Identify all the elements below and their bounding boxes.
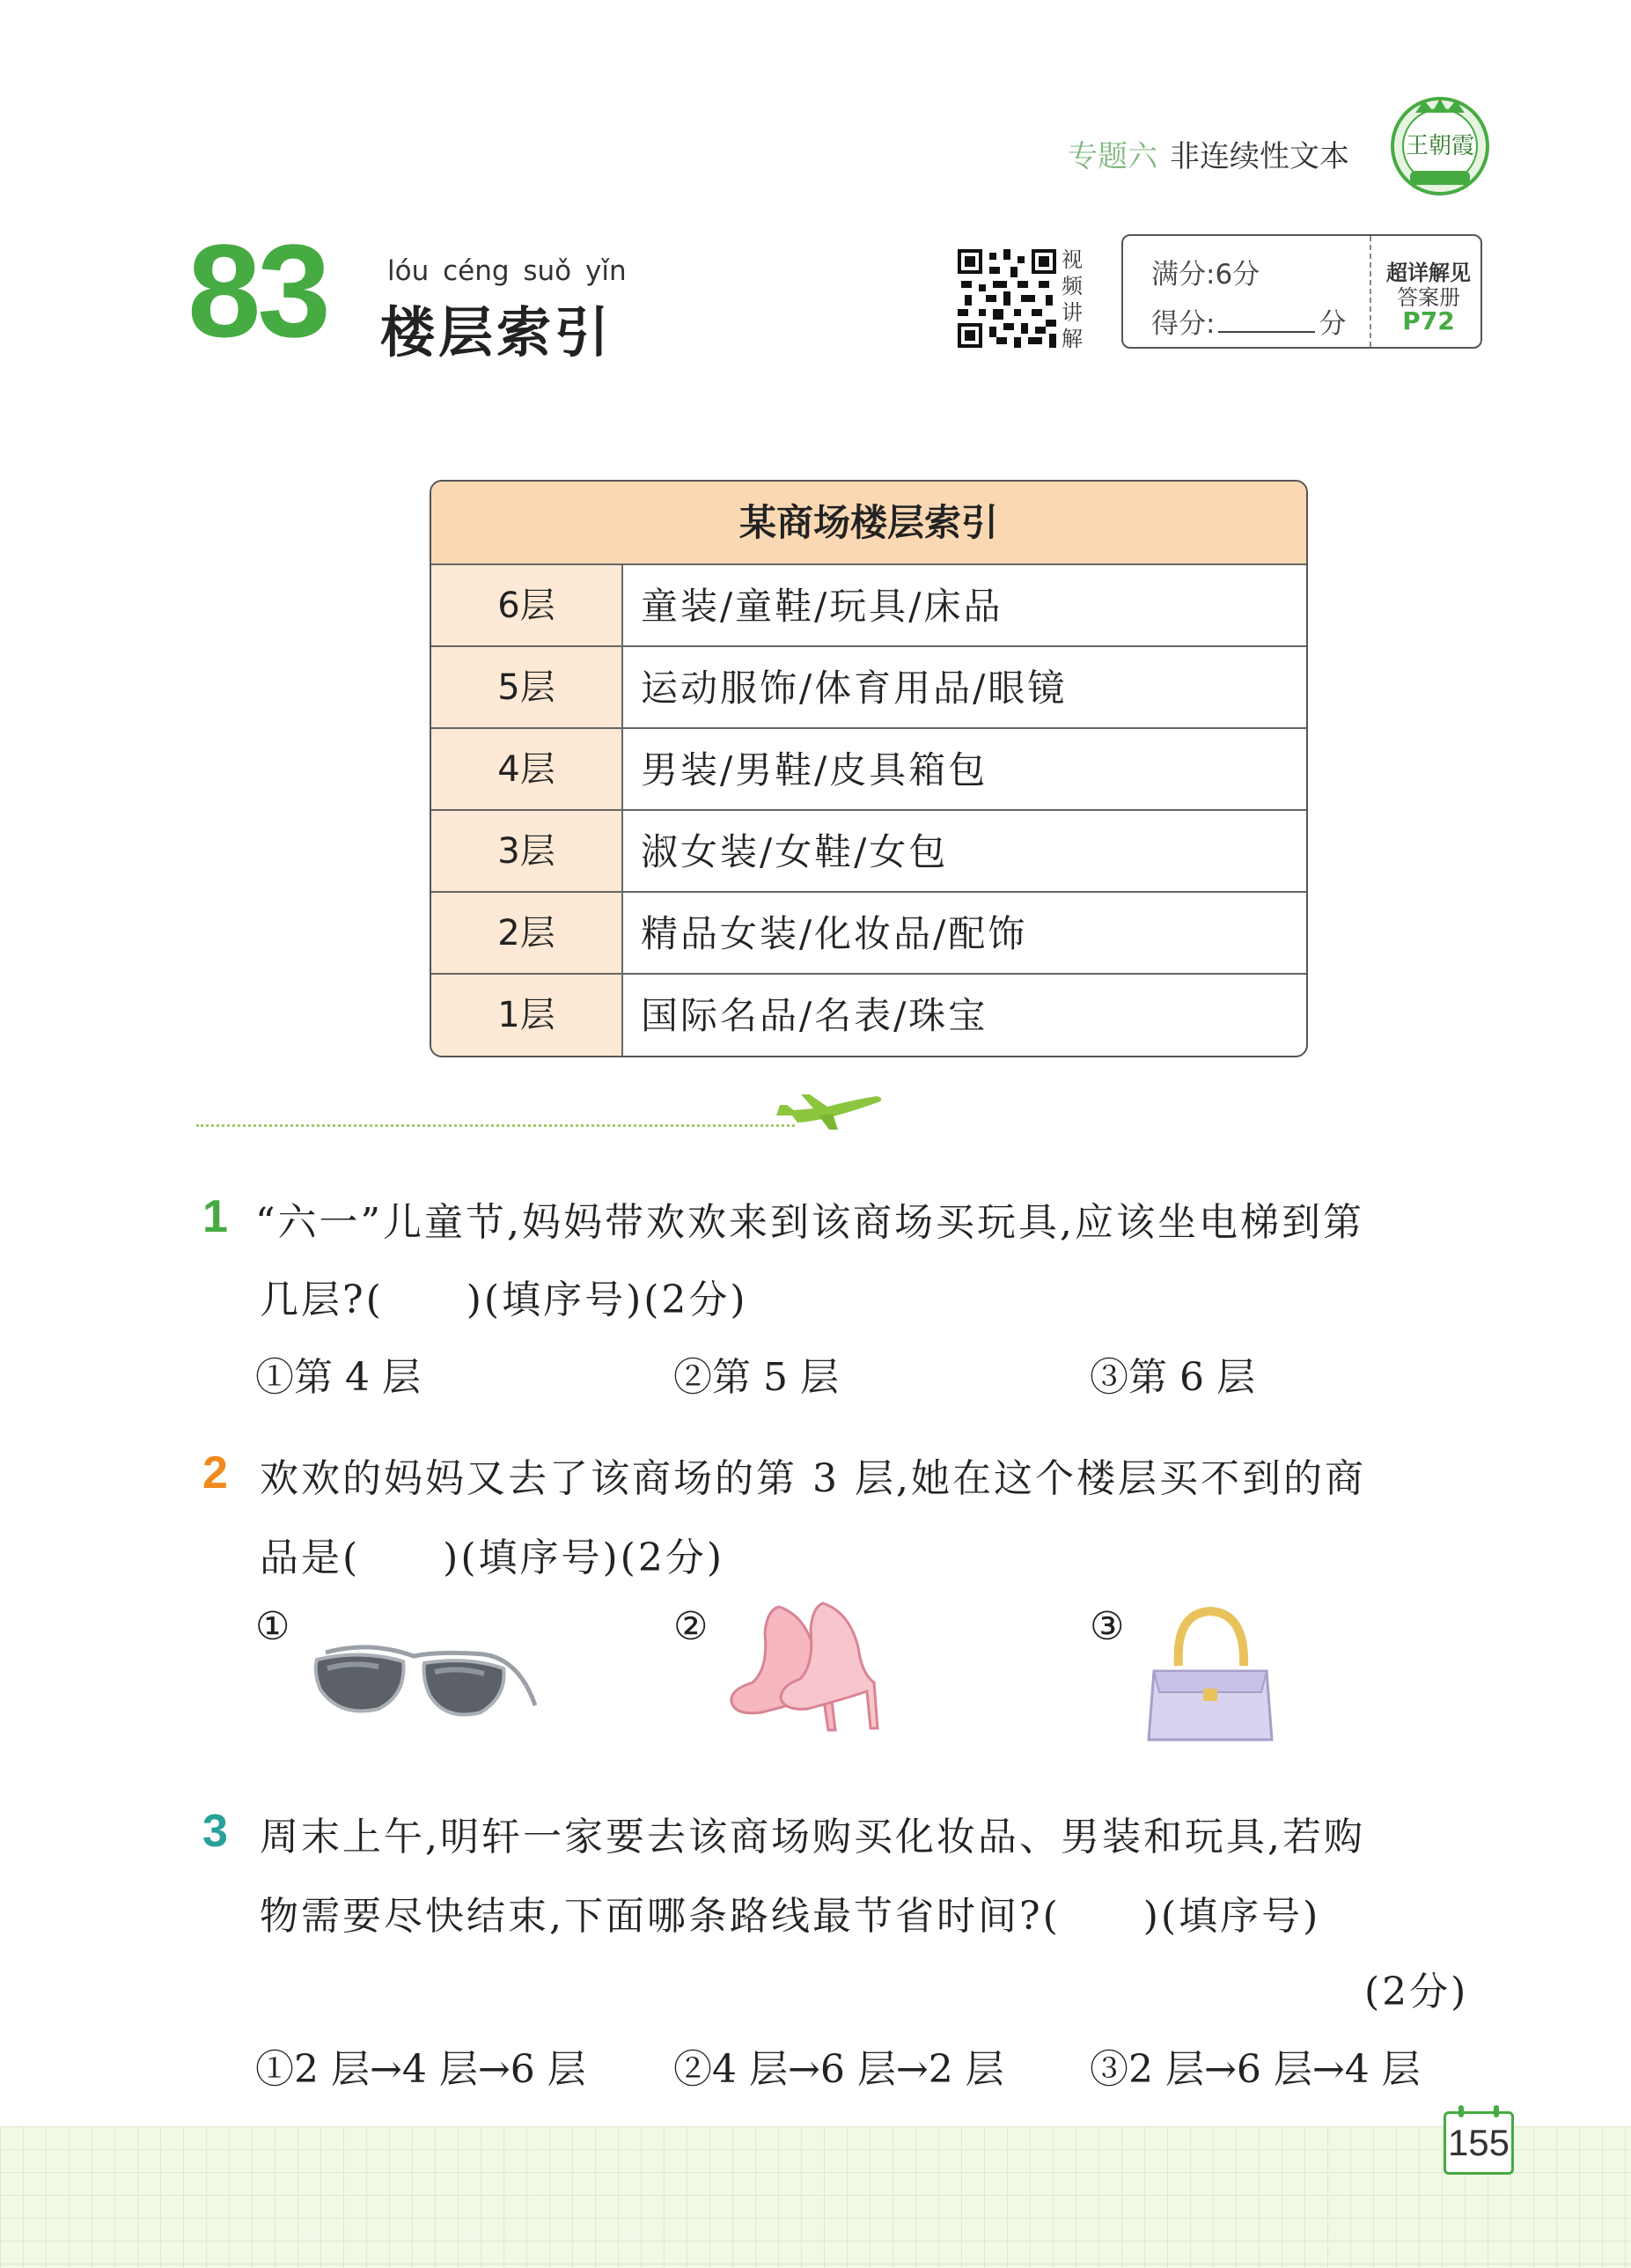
- page-number: 155: [1444, 2111, 1514, 2175]
- answer-ref-page: P72: [1402, 306, 1455, 335]
- score-blank-field[interactable]: [1218, 308, 1315, 333]
- items-cell: 淑女装/女鞋/女包: [641, 830, 949, 873]
- airplane-icon: [775, 1089, 885, 1135]
- table-row: [431, 647, 1306, 729]
- floor-cell: 1层: [431, 975, 623, 1057]
- option-2[interactable]: ②: [673, 1604, 709, 1649]
- obtained-score-label: 得分:: [1151, 308, 1216, 340]
- table-row: [431, 893, 1306, 975]
- question-number: 3: [202, 1806, 228, 1857]
- items-cell: 运动服饰/体育用品/眼镜: [641, 666, 1068, 710]
- option-2[interactable]: ②第 5 层: [673, 1355, 839, 1400]
- topic-label: 专题六: [1068, 139, 1157, 174]
- floor-cell: 2层: [431, 893, 623, 973]
- floor-cell: 4层: [431, 729, 623, 809]
- question-text: 几层?( )(填序号)(2分): [260, 1278, 748, 1322]
- option-1[interactable]: ①2 层→4 层→6 层: [255, 2047, 586, 2092]
- option-3[interactable]: ③: [1090, 1604, 1125, 1649]
- answer-ref-line1: 超详解见: [1386, 261, 1471, 285]
- qr-code-icon[interactable]: [958, 249, 1056, 348]
- option-3[interactable]: ③2 层→6 层→4 层: [1090, 2047, 1421, 2092]
- table-row: [431, 729, 1306, 811]
- floor-index-table: [430, 480, 1308, 1057]
- items-cell: 精品女装/化妆品/配饰: [641, 912, 1028, 955]
- lesson-title: 楼层索引: [380, 300, 613, 364]
- floor-cell: 6层: [431, 565, 623, 645]
- question-text: “六一”儿童节,妈妈带欢欢来到该商场买玩具,应该坐电梯到第: [255, 1200, 1364, 1245]
- question-number: 2: [202, 1447, 228, 1498]
- question-text: 周末上午,明轩一家要去该商场购买化妆品、男装和玩具,若购: [260, 1815, 1365, 1859]
- items-cell: 童装/童鞋/玩具/床品: [641, 585, 1003, 628]
- question-text: 品是( )(填序号)(2分): [260, 1535, 724, 1580]
- floor-cell: 3层: [431, 811, 623, 891]
- option-2[interactable]: ②4 层→6 层→2 层: [673, 2047, 1004, 2092]
- question-points: (2分): [1364, 1970, 1469, 2014]
- table-row: [431, 811, 1306, 893]
- score-divider: [1370, 236, 1371, 347]
- obtained-score-unit: 分: [1319, 308, 1347, 340]
- svg-text:王朝霞: 王朝霞: [1405, 133, 1475, 159]
- table-row: [431, 565, 1306, 647]
- publisher-logo: [1389, 95, 1491, 197]
- items-cell: 男装/男鞋/皮具箱包: [641, 748, 988, 792]
- footer-grid: [0, 2126, 1631, 2268]
- high-heels-icon: [726, 1598, 885, 1734]
- lesson-number: 83: [187, 217, 327, 364]
- table-row: [431, 975, 1306, 1057]
- option-1[interactable]: ①第 4 层: [255, 1355, 421, 1400]
- lesson-pinyin: lóu céng suǒ yǐn: [387, 255, 627, 287]
- topic-name: 非连续性文本: [1170, 139, 1349, 174]
- question-number: 1: [202, 1191, 228, 1242]
- obtained-score: [1151, 301, 1346, 341]
- question-text: 欢欢的妈妈又去了该商场的第 3 层,她在这个楼层买不到的商: [260, 1456, 1366, 1501]
- video-explain-label: 视 频 讲 解: [1062, 247, 1083, 351]
- items-cell: 国际名品/名表/珠宝: [641, 994, 988, 1037]
- option-1[interactable]: ①: [255, 1604, 290, 1649]
- option-3[interactable]: ③第 6 层: [1090, 1355, 1255, 1400]
- handbag-icon: [1140, 1601, 1281, 1746]
- sunglasses-icon: [308, 1633, 537, 1721]
- section-divider: [196, 1124, 795, 1127]
- full-score: 满分:6分: [1151, 259, 1260, 291]
- question-text: 物需要尽快结束,下面哪条路线最节省时间?( )(填序号): [260, 1894, 1321, 1939]
- topic-heading: [1068, 132, 1349, 175]
- floor-cell: 5层: [431, 647, 623, 727]
- answer-ref-line2: 答案册: [1397, 285, 1460, 310]
- table-title: 某商场楼层索引: [431, 482, 1306, 565]
